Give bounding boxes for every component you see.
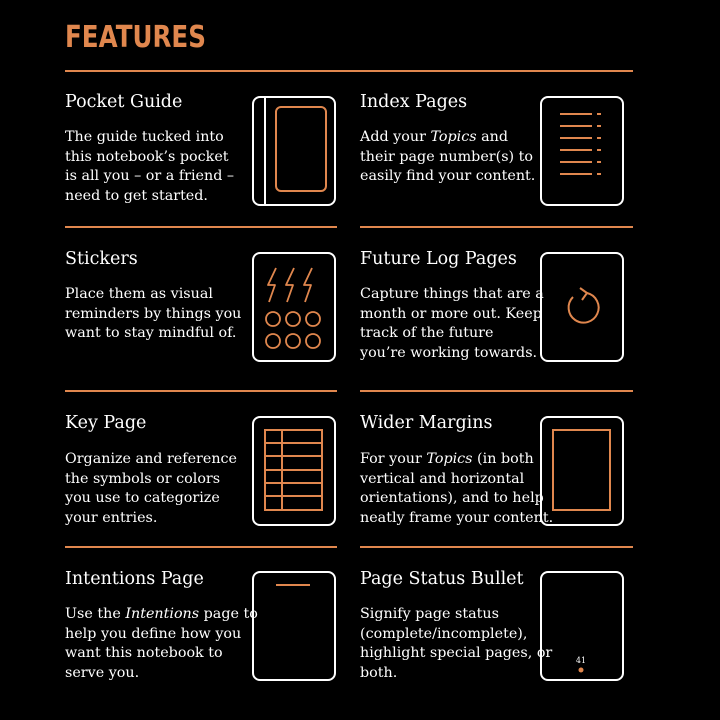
feature-title-future-log: Future Log Pages bbox=[360, 249, 517, 269]
page-title: FEATURES bbox=[65, 20, 206, 55]
header-divider bbox=[65, 70, 633, 72]
feature-title-pocket-guide: Pocket Guide bbox=[65, 92, 183, 112]
feature-desc-key-page: Organize and reference the symbols or colors you use to categorize your entries. bbox=[65, 451, 237, 526]
row-divider-right-2 bbox=[360, 390, 633, 392]
row-divider-left-1 bbox=[65, 226, 337, 228]
row-divider-left-2 bbox=[65, 390, 337, 392]
feature-title-page-status-bullet: Page Status Bullet bbox=[360, 569, 524, 589]
row-divider-left-3 bbox=[65, 546, 337, 548]
feature-title-index-pages: Index Pages bbox=[360, 92, 468, 112]
stickers-icon bbox=[252, 252, 336, 362]
feature-desc-wider-margins: For your Topics (in both vertical and horizontal orientations), and to help neatly frame your content. bbox=[360, 451, 554, 526]
feature-title-intentions-page: Intentions Page bbox=[65, 569, 204, 589]
status-bullet bbox=[579, 668, 584, 673]
feature-desc-index-pages: Add your Topics and their page number(s) to easily find your content. bbox=[360, 129, 536, 185]
feature-title-wider-margins: Wider Margins bbox=[360, 413, 493, 433]
row-divider-right-3 bbox=[360, 546, 633, 548]
intentions-page-icon bbox=[252, 571, 336, 681]
notebook-pocket-icon bbox=[252, 96, 336, 206]
refresh-icon bbox=[540, 252, 624, 362]
feature-desc-stickers: Place them as visual reminders by things you want to stay mindful of. bbox=[65, 286, 242, 342]
feature-desc-intentions-page: Use the Intentions page to help you define how you want this notebook to serve you. bbox=[65, 606, 258, 681]
index-list-icon bbox=[540, 96, 624, 206]
feature-desc-future-log: Capture things that are a month or more out. Keep track of the future you’re working towards. bbox=[360, 286, 544, 361]
page-status-icon bbox=[540, 571, 624, 681]
feature-desc-pocket-guide: The guide tucked into this notebook’s pocket is all you – or a friend – need to get started. bbox=[65, 129, 235, 204]
page-number: 41 bbox=[575, 656, 587, 665]
key-grid-icon bbox=[252, 416, 336, 526]
margins-icon bbox=[540, 416, 624, 526]
feature-desc-page-status-bullet: Signify page status (complete/incomplete), highlight special pages, or both. bbox=[360, 606, 553, 681]
feature-title-key-page: Key Page bbox=[65, 413, 147, 433]
row-divider-right-1 bbox=[360, 226, 633, 228]
feature-title-stickers: Stickers bbox=[65, 249, 138, 269]
